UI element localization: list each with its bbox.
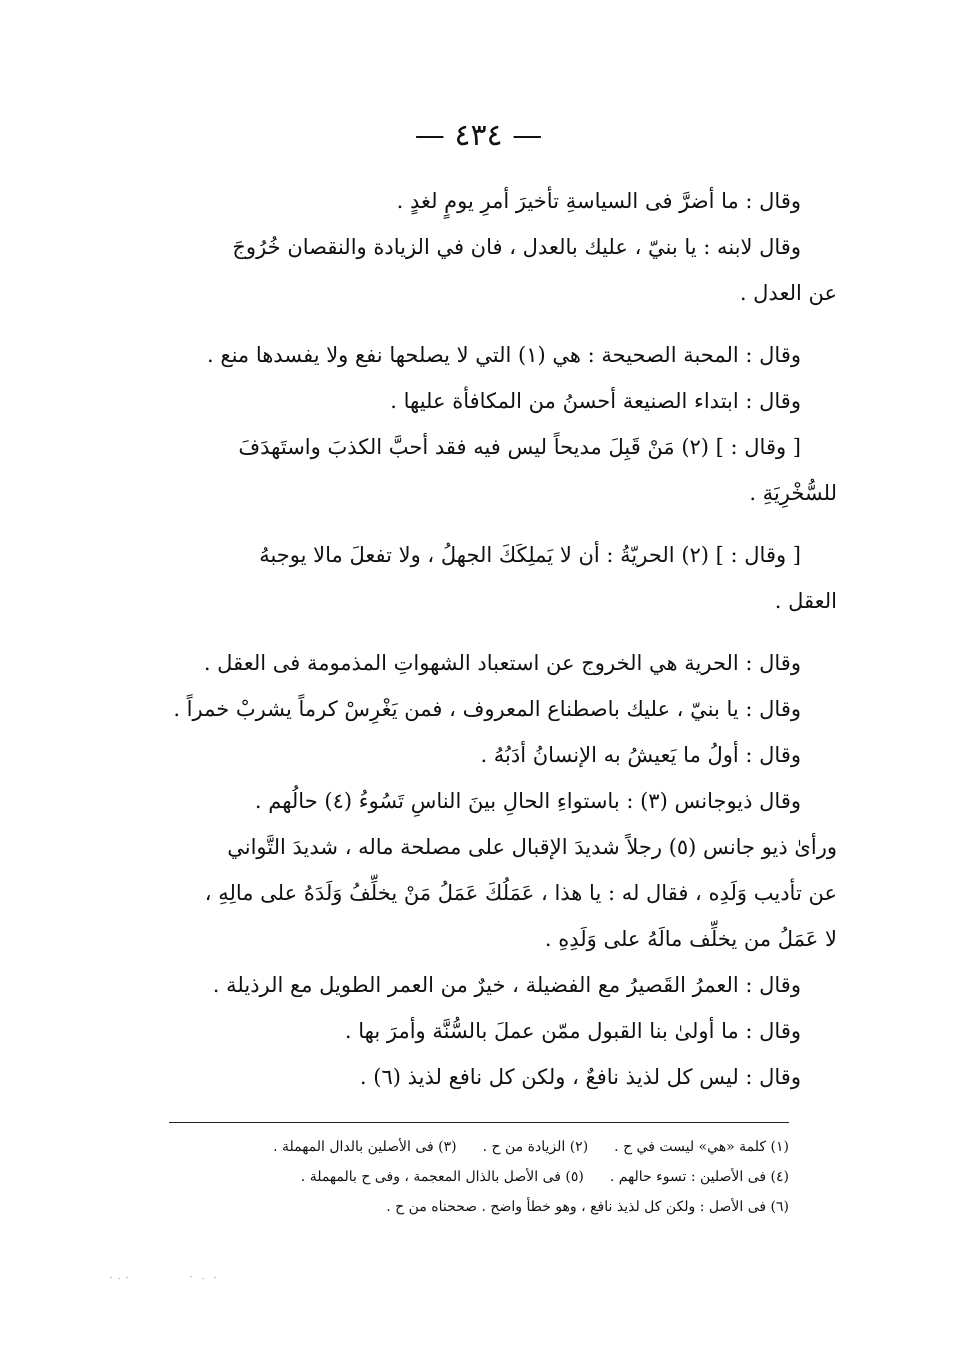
page-number: — ٤٣٤ — bbox=[414, 118, 543, 153]
body-line: العقل . bbox=[774, 589, 837, 613]
body-text bbox=[147, 178, 837, 1100]
body-line: وقال : ابتداء الصنيعة أحسنُ من المكافأة عليها . bbox=[390, 389, 801, 413]
body-line: [ وقال : ] (٢) الحريّةُ : أن لا يَملِكَكَ الجهلُ ، ولا تفعلَ مالا يوجبهُ bbox=[259, 543, 801, 567]
footnote-line bbox=[149, 1132, 789, 1162]
body-line: وقال : أولُ ما يَعيشُ به الإنسانُ أدَبُهُ . bbox=[480, 743, 801, 767]
body-line: ورأىٰ ذيو جانس (٥) رجلاً شديدَ الإقبال على مصلحة ماله ، شديدَ التَّواني bbox=[227, 835, 837, 859]
footnote-item: (٢) الزيادة من ح . bbox=[482, 1139, 589, 1155]
footnote-item: (١) كلمة «هي» ليست في ح . bbox=[614, 1139, 789, 1155]
footnote-item: (٥) فى الأصل بالذال المعجمة ، وفى ح بالمهملة . bbox=[300, 1169, 584, 1185]
body-line: وقال : يا بنيّ ، عليك باصطناع المعروف ، فمن يَغْرِسْ كرماً يشربْ خمراً . bbox=[173, 697, 801, 721]
footnote-line bbox=[149, 1192, 789, 1222]
body-line: وقال : العمرُ القَصيرُ مع الفضيلة ، خيرٌ من العمر الطويل مع الرذيلة . bbox=[212, 973, 801, 997]
body-line: وقال لابنه : يا بنيّ ، عليك بالعدل ، فان في الزيادة والنقصان خُرُوجَ bbox=[232, 235, 801, 259]
body-line: وقال : ليس كل لذيذ نافعٌ ، ولكن كل نافع لذيذ (٦) . bbox=[359, 1065, 801, 1089]
body-line: وقال : ما أولىٰ بنا القبول ممّن عملَ بالسُّنَّة وأمرَ بها . bbox=[344, 1019, 801, 1043]
footnote-line bbox=[149, 1162, 789, 1192]
footnotes bbox=[149, 1132, 789, 1222]
body-line: [ وقال : ] (٢) مَنْ قَبِلَ مديحاً ليس فيه فقد أحبَّ الكذبَ واستَهدَفَ bbox=[238, 435, 801, 459]
body-line: وقال : ما أضرَّ فى السياسةِ تأخيرَ أمرِ يومٍ لغدٍ . bbox=[396, 189, 801, 213]
body-line: وقال ذيوجانس (٣) : باستواءِ الحالِ بينَ الناسِ تَسُوءُ (٤) حالُهم . bbox=[254, 789, 801, 813]
scan-specks bbox=[110, 1276, 270, 1280]
body-line: للسُّخْرِيَةِ . bbox=[749, 481, 837, 505]
body-line: لا عَمَلُ من يخلِّف مالَهُ على وَلَدِهِ . bbox=[544, 927, 837, 951]
footnote-item: (٤) فى الأصلين : تسوء حالهم . bbox=[609, 1169, 789, 1185]
footnote-item: (٦) فى الأصل : ولكن كل لذيذ نافع ، وهو خطأ واضح . صححناه من ح . bbox=[386, 1199, 789, 1215]
footnote-divider bbox=[169, 1122, 789, 1123]
body-line: عن تأديب وَلَدِه ، فقال له : يا هذا ، عَمَلُكَ عَمَلُ مَنْ يخلِّفُ وَلَدَهُ على مالِهِ ، bbox=[204, 881, 837, 905]
body-line: وقال : الحرية هي الخروج عن استعباد الشهواتِ المذمومة فى العقل . bbox=[203, 651, 801, 675]
body-line: عن العدل . bbox=[739, 281, 837, 305]
body-line: وقال : المحبة الصحيحة : هي (١) التي لا يصلحها نفع ولا يفسدها منع . bbox=[207, 343, 801, 367]
footnote-item: (٣) فى الأصلين بالدال المهملة . bbox=[273, 1139, 457, 1155]
